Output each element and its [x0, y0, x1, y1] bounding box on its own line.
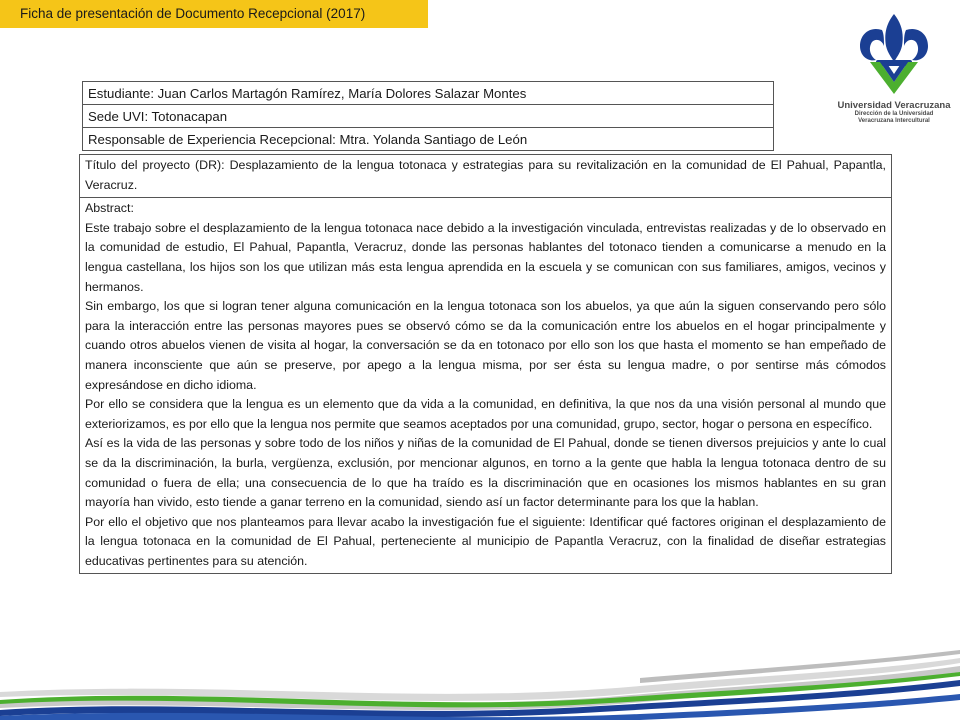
table-row [83, 105, 774, 128]
abstract-section [80, 198, 891, 573]
campus-name: Sede UVI: Totonacapan [83, 105, 774, 128]
header-bar: Ficha de presentación de Documento Recepcional (2017) [0, 0, 428, 28]
abstract-paragraph: Por ello el objetivo que nos planteamos para llevar acabo la investigación fue el siguiente: Identificar qué factores originan el desplazamiento de la lengua totonaca en la comunidad de El Pahual, perteneciente al municipio de Papantla Veracruz, con la finalidad de diseñar estrategias educativas pertinentes para su atención. [85, 514, 886, 568]
abstract-paragraph: Así es la vida de las personas y sobre todo de los niños y niñas de la comunidad de El Pahual, donde se tienen diversos prejuicios y ante lo cual se da la discriminación, la burla, vergüenza, exclusión, por mencionar algunos, en torno a la gente que habla la lengua totonaca dentro de su comunidad o fuera de ella; una consecuencia de lo que ha traído es la discriminación que en ocasiones los mismos hablantes en su gran mayoría han vivido, esto tiende a ganar terreno en la comunidad, siendo así un factor determinante para los que la hablan. [85, 436, 886, 510]
project-title-text: Título del proyecto (DR): Desplazamiento de la lengua totonaca y estrategias para su revitalización en la comunidad de El Pahual, Papantla, Veracruz. [85, 158, 886, 192]
table-row [83, 82, 774, 105]
responsible-name: Responsable de Experiencia Recepcional: Mtra. Yolanda Santiago de León [83, 128, 774, 151]
abstract-paragraph: Sin embargo, los que si logran tener alguna comunicación en la lengua totonaca son los abuelos, ya que aún la siguen conservando pero sólo para la interacción entre las personas mayores pues se observó cómo se da la comunicación entre los abuelos en el hogar principalmente y cuando otros abuelos vienen de visita al hogar, la conversación se da en totonaco por ello son los que hasta el momento se han empeñado de manera inconsciente que aún se preserve, por apego a la lengua misma, por ser ésta su lengua madre, o por sentirse más cómodos expresándose en dicho idioma. [85, 299, 886, 392]
university-name: Universidad Veracruzana [837, 100, 951, 111]
student-info-table [82, 81, 774, 151]
abstract-paragraph: Este trabajo sobre el desplazamiento de la lengua totonaca nace debido a la investigación vinculada, entrevistas realizadas y de lo observado en la comunidad de estudio, El Pahual, Papantla, Veracruz, donde las personas hablantes del totonaco tienden a comunicarse a menudo en la lengua castellana, los hijos son los que utilizan más esta lengua aprendida en la escuela y se comunican con sus familiares, amigos, vecinos y hermanos. [85, 220, 886, 294]
table-row [83, 128, 774, 151]
university-subtitle-1: Dirección de la Universidad [854, 111, 934, 117]
project-box [79, 154, 892, 574]
abstract-label: Abstract: [85, 201, 134, 216]
decorative-wave-band [0, 640, 960, 720]
university-logo [834, 12, 954, 132]
university-subtitle-2: Veracruzana Intercultural [858, 118, 930, 124]
project-title [80, 155, 891, 198]
abstract-paragraph: Por ello se considera que la lengua es un elemento que da vida a la comunidad, en definitiva, la que nos da una visión personal al mundo que exteriorizamos, es por ello que la lengua nos permite que seamos aceptados por una comunidad, grupo, sector, hogar o persona en específico. [85, 397, 886, 431]
fleur-de-lis-icon [856, 12, 932, 96]
student-names: Estudiante: Juan Carlos Martagón Ramírez, María Dolores Salazar Montes [83, 82, 774, 105]
